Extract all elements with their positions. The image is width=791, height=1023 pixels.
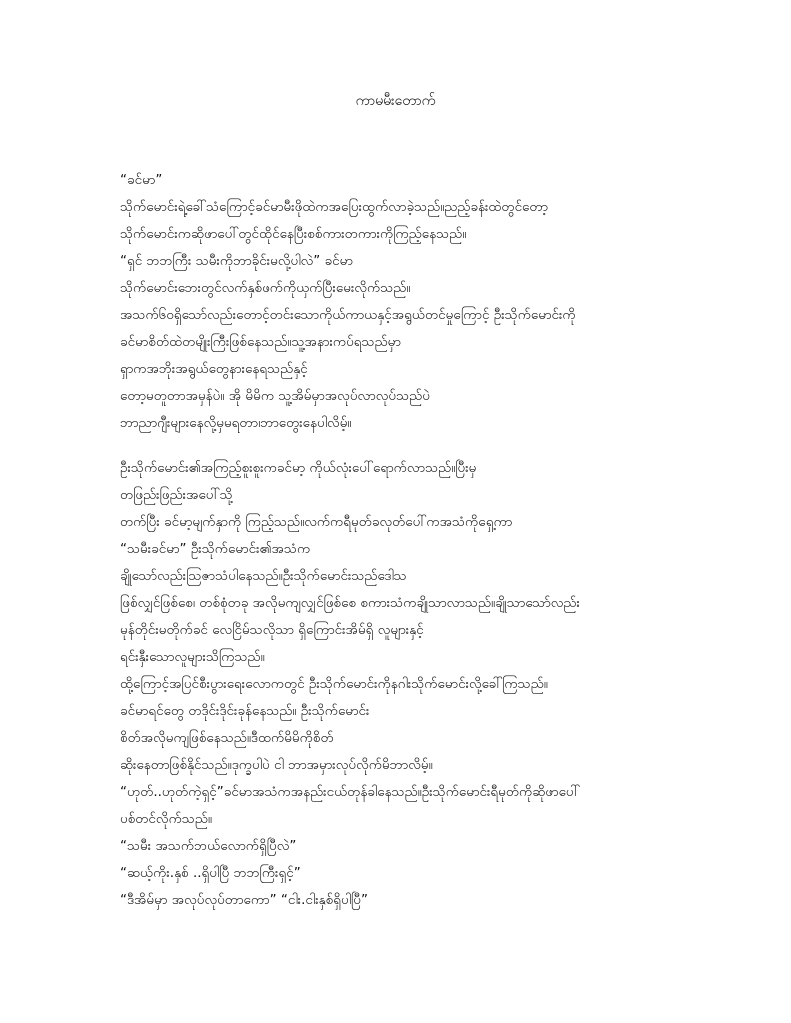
text-line: တဖြည်းဖြည်းအပေါ်သို့: [120, 487, 233, 503]
text-line: သိုက်မောင်းဘေးတွင်လက်နှစ်ဖက်ကိုယှက်ပြီးမေးလိုက်သည်။: [120, 280, 411, 296]
text-line: “ခင်မာ”: [120, 172, 163, 188]
text-line: သိုက်မောင်းကဆိုဖာပေါ်တွင်ထိုင်နေပြီးစစ်ကားတကားကိုကြည့်နေသည်။: [120, 226, 467, 242]
text-line: ရှာကအဘိုးအရွယ်တွေနားနေရသည်နှင့်: [120, 361, 308, 377]
text-line: ခင်မာရင်တွေ တဒိုင်းဒိုင်းခုန်နေသည်။ ဦးသိုက်မောင်း: [120, 703, 370, 719]
text-line: ထို့ကြောင့်အပြင်စီးပွားရေးလောကတွင် ဦးသိုက်မောင်းကိုနဂါးသိုက်မောင်းလို့ခေါ်ကြသည်။: [120, 676, 548, 692]
text-line: တက်ပြီး ခင်မာ့မျက်နှာကို ကြည့်သည်။လက်ကရီမုတ်ခလုတ်ပေါ်ကအသံကိုရှေ့ကာ: [120, 514, 513, 530]
text-line: “ဆယ့်ကိုး.နှစ် ..ရှိပါပြီ ဘဘကြီးရှင့်”: [120, 865, 301, 881]
text-line: တော့မတူတာအမှန်ပဲ။ အို မိမိက သူ့အိမ်မှာအလုပ်လာလုပ်သည်ပဲ: [120, 388, 430, 404]
text-line: ခင်မာစိတ်ထဲတမျိုးကြီးဖြစ်နေသည်။သူ့အနားကပ်ရသည်မှာ: [120, 334, 401, 350]
paragraph-2: [120, 455, 760, 914]
text-line: ရင်းနှီးသောလူများသိကြသည်။: [120, 649, 265, 665]
text-line: ဘာညာဂျီးများနေလို့မှမရတာ၊ဘာတွေးနေပါလိမ့်။: [120, 415, 352, 431]
text-line: ပစ်တင်လိုက်သည်။: [120, 811, 212, 827]
text-line: ဆိုးနေတာဖြစ်နိုင်သည်။ဒုက္ခပါပဲ ငါ ဘာအမှားလုပ်လိုက်မိဘာလိမ့်။: [120, 757, 433, 773]
text-line: အသက်၆၀ရှိသော်လည်းတောင့်တင်းသောကိုယ်ကာယနှင့်အရွယ်တင်မှုကြောင့် ဦးသိုက်မောင်းကို: [120, 307, 576, 323]
document-title: ကာမမီးတောက်: [355, 93, 436, 109]
text-line: မုန်တိုင်းမတိုက်ခင် လေငြိမ်သလိုသာ ရှိကြောင်းအိမ်ရှိ လူများနှင့်: [120, 622, 424, 638]
text-line: “သမီးခင်မာ” ဦးသိုက်မောင်း၏အသံက: [120, 541, 311, 557]
text-line: “ဒီအိမ်မှာ အလုပ်လုပ်တာကော” “ငါး.ငါးနှစ်ရှိပါပြီ”: [120, 892, 368, 908]
paragraph-1: [120, 167, 760, 437]
document-body: [120, 167, 760, 914]
text-line: “ရှင် ဘဘကြီး သမီးကိုဘာခိုင်းမလို့ပါလဲ” ခင်မာ: [120, 253, 353, 269]
text-line: သိုက်မောင်းရဲ့ခေါ်သံကြောင့်ခင်မာမီးဖိုထဲကအပြေးထွက်လာခဲ့သည်။ညည့်ခန်းထဲတွင်တော့: [120, 199, 549, 215]
text-line: “သမီး အသက်ဘယ်လောက်ရှိပြီလဲ”: [120, 838, 297, 854]
text-line: ချိုသော်လည်းသြဇာသံပါနေသည်။ဦးသိုက်မောင်းသည်ဒေါသ: [120, 568, 407, 584]
paragraph-spacer: [120, 437, 760, 455]
text-line: “ဟုတ်..ဟုတ်ကဲ့ရှင့်”ခင်မာအသံကအနည်းငယ်တုန်ခါနေသည်။ဦးသိုက်မောင်းရီမုတ်ကိုဆိုဖာပေါ်: [120, 784, 580, 800]
text-line: ဖြစ်လျှင်ဖြစ်စေ၊ တစ်စုံတခု အလိုမကျလျှင်ဖြစ်စေ စကားသံကချိုသာလာသည်။ချိုသာသော်လည်း: [120, 595, 580, 611]
text-line: ဦးသိုက်မောင်း၏အကြည့်စူးစူးကခင်မာ့ ကိုယ်လုံးပေါ်ရောက်လာသည်။ပြီးမှ: [120, 460, 477, 476]
text-line: စိတ်အလိုမကျဖြစ်နေသည်။ဒီထက်မိမိကိုစိတ်: [120, 730, 334, 746]
